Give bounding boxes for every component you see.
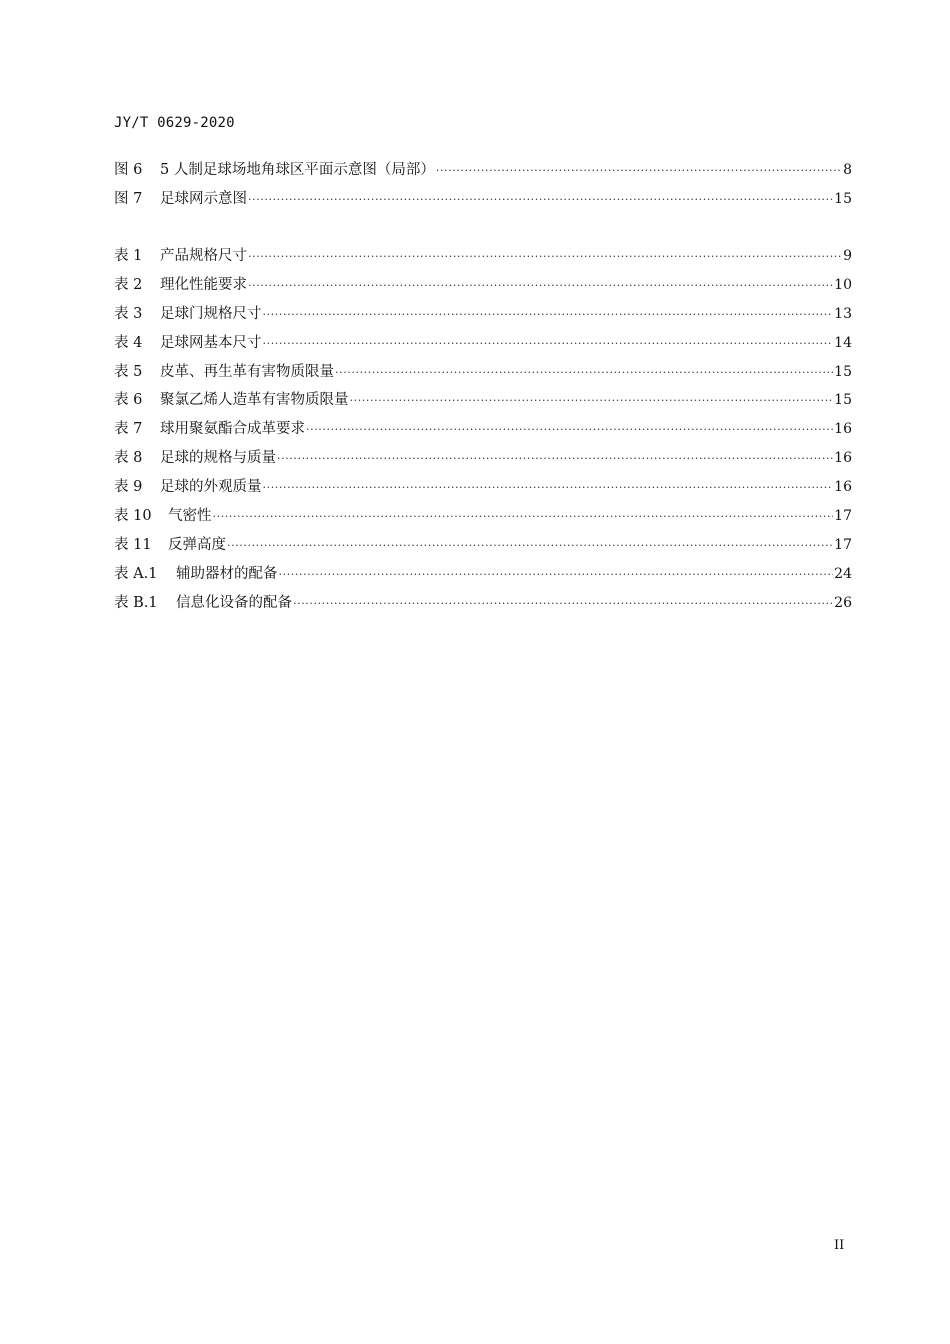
entry-title: 反弹高度	[168, 536, 226, 553]
entry-title: 足球网示意图	[160, 190, 247, 207]
entry-label: 图 6	[114, 162, 143, 178]
toc-entry-table-6[interactable]	[114, 388, 852, 417]
standard-code-header: JY/T 0629-2020	[114, 115, 235, 131]
dot-leader	[263, 308, 834, 321]
entry-title: 球用聚氨酯合成革要求	[160, 421, 305, 438]
dot-leader	[248, 193, 833, 206]
toc-entry-table-10[interactable]	[114, 504, 852, 533]
toc-entry-table-9[interactable]	[114, 475, 852, 504]
toc-entry-table-1[interactable]	[114, 244, 852, 273]
entry-label: 表 B.1	[114, 594, 158, 611]
entry-title: 5 人制足球场地角球区平面示意图（局部）	[160, 162, 435, 178]
entry-label: 表 11	[114, 536, 152, 553]
entry-page-number: 10	[834, 276, 852, 293]
dot-leader	[213, 510, 834, 523]
toc-entry-figure-6[interactable]	[114, 158, 852, 187]
page-number: II	[834, 1238, 845, 1253]
toc-entry-table-4[interactable]	[114, 331, 852, 360]
entry-label: 表 3	[114, 305, 143, 322]
entry-page-number: 26	[834, 594, 852, 611]
dot-leader	[306, 423, 833, 436]
entry-label: 表 2	[114, 276, 143, 293]
dot-leader	[436, 164, 842, 177]
entry-page-number: 15	[834, 190, 852, 207]
dot-leader	[263, 337, 834, 350]
dot-leader	[248, 279, 833, 292]
entry-title: 足球网基本尺寸	[160, 334, 262, 351]
entry-title: 气密性	[168, 508, 212, 525]
entry-page-number: 24	[834, 565, 852, 582]
entry-label: 表 1	[114, 248, 143, 264]
entry-page-number: 16	[834, 479, 852, 496]
entry-title: 理化性能要求	[160, 276, 247, 293]
entry-label: 表 9	[114, 479, 143, 496]
dot-leader	[227, 539, 833, 552]
toc-entry-table-8[interactable]	[114, 446, 852, 475]
entry-page-number: 15	[834, 392, 852, 409]
entry-label: 表 A.1	[114, 565, 158, 582]
entry-title: 足球的规格与质量	[160, 450, 276, 467]
entry-title: 皮革、再生革有害物质限量	[160, 363, 334, 380]
dot-leader	[350, 394, 834, 407]
table-list	[114, 244, 852, 620]
entry-label: 表 5	[114, 363, 143, 380]
toc-entry-table-3[interactable]	[114, 302, 852, 331]
toc-entry-table-b1[interactable]	[114, 591, 852, 620]
entry-title: 足球的外观质量	[160, 479, 262, 496]
toc-entry-figure-7[interactable]	[114, 187, 852, 216]
entry-title: 产品规格尺寸	[160, 248, 247, 264]
entry-title: 足球门规格尺寸	[160, 305, 262, 322]
entry-label: 表 10	[114, 508, 152, 525]
entry-page-number: 8	[843, 162, 852, 178]
entry-page-number: 16	[834, 450, 852, 467]
entry-label: 图 7	[114, 190, 143, 207]
entry-page-number: 17	[834, 508, 852, 525]
entry-title: 聚氯乙烯人造革有害物质限量	[160, 392, 349, 409]
toc-entry-table-a1[interactable]	[114, 562, 852, 591]
dot-leader	[279, 568, 834, 581]
dot-leader	[335, 366, 833, 379]
entry-page-number: 16	[834, 421, 852, 438]
entry-label: 表 4	[114, 334, 143, 351]
dot-leader	[263, 481, 834, 494]
toc-entry-table-11[interactable]	[114, 533, 852, 562]
dot-leader	[293, 597, 833, 610]
dot-leader	[277, 452, 833, 465]
entry-page-number: 13	[834, 305, 852, 322]
entry-label: 表 6	[114, 392, 143, 409]
dot-leader	[248, 250, 842, 263]
figure-list	[114, 158, 852, 216]
toc-entry-table-5[interactable]	[114, 360, 852, 389]
entry-page-number: 17	[834, 536, 852, 553]
entry-label: 表 7	[114, 421, 143, 438]
entry-page-number: 9	[843, 248, 852, 264]
toc-entry-table-2[interactable]	[114, 273, 852, 302]
entry-title: 信息化设备的配备	[176, 594, 292, 611]
entry-label: 表 8	[114, 450, 143, 467]
entry-page-number: 14	[834, 334, 852, 351]
entry-title: 辅助器材的配备	[176, 565, 278, 582]
entry-page-number: 15	[834, 363, 852, 380]
toc-entry-table-7[interactable]	[114, 417, 852, 446]
